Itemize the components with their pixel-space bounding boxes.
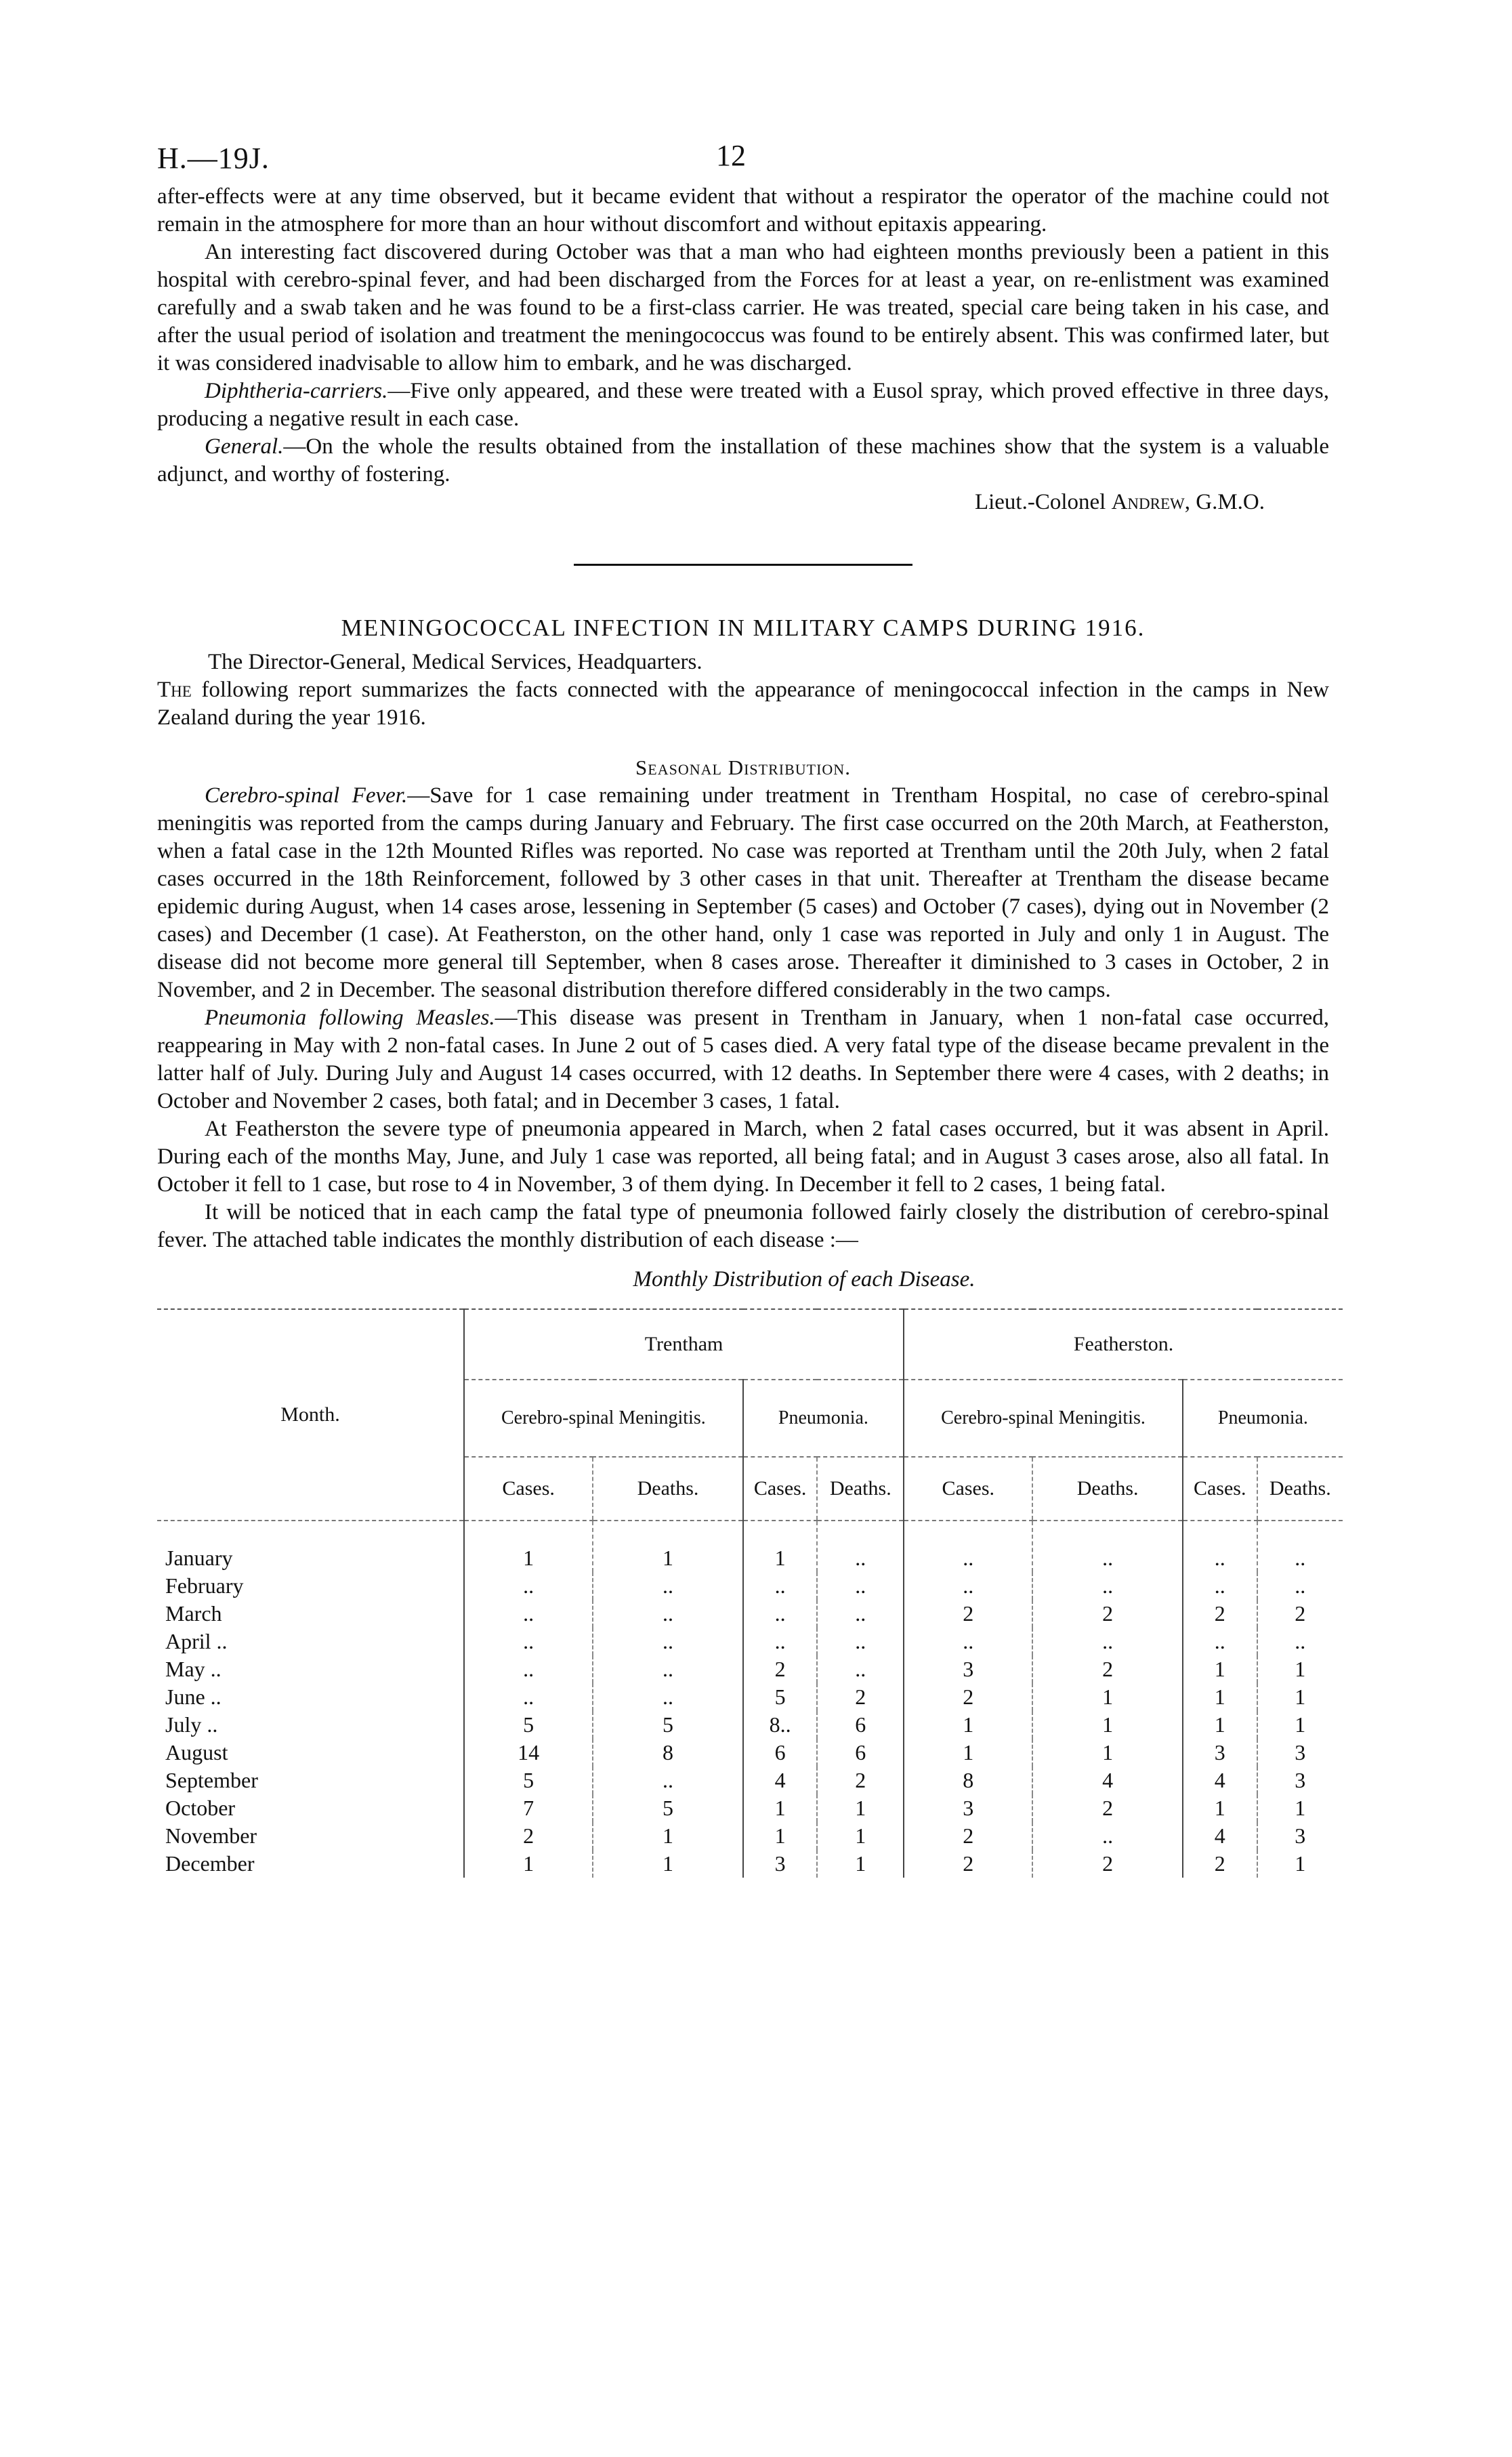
cases-cell: 5 (464, 1767, 593, 1794)
month-cell: December (165, 1851, 255, 1876)
col-header-cases: Cases. (1183, 1457, 1257, 1521)
page-header (157, 122, 1329, 183)
cases-cell: 6 (743, 1739, 818, 1767)
cases-cell: 1 (904, 1739, 1032, 1767)
deaths-cell: 1 (1257, 1850, 1343, 1878)
cases-cell: 1 (1183, 1711, 1257, 1739)
cases-cell: .. (904, 1628, 1032, 1655)
cases-cell: 4 (1183, 1822, 1257, 1850)
diphtheria-paragraph (157, 377, 1329, 433)
cases-cell: 2 (464, 1822, 593, 1850)
cases-cell: .. (743, 1628, 818, 1655)
deaths-cell: .. (1257, 1628, 1343, 1655)
cases-cell: .. (464, 1600, 593, 1628)
table-row (157, 1822, 1343, 1850)
table-body (157, 1521, 1343, 1878)
diphtheria-text: —Five only appeared, and these were treated with a Eusol spray, which proved effective in three days, producing a negative result in each case. (157, 379, 1329, 431)
table-row (157, 1600, 1343, 1628)
cases-cell: 1 (464, 1850, 593, 1878)
deaths-cell: 3 (1257, 1767, 1343, 1794)
table-row (157, 1683, 1343, 1711)
document-reference: H.—19J. (157, 142, 270, 175)
cases-cell: .. (743, 1572, 818, 1600)
col-header-deaths: Deaths. (593, 1457, 742, 1521)
trentham-csf-header: Cerebro-spinal Meningitis. (464, 1380, 743, 1457)
report-title: MENINGOCOCCAL INFECTION IN MILITARY CAMPS DURING 1916. (341, 615, 1146, 641)
cases-cell: .. (1183, 1628, 1257, 1655)
cases-cell: 1 (1183, 1794, 1257, 1822)
month-cell: October (165, 1796, 236, 1820)
cases-cell: 5 (464, 1711, 593, 1739)
cases-cell: 3 (743, 1850, 818, 1878)
table-row (157, 1711, 1343, 1739)
section-heading: Seasonal Distribution. (635, 756, 851, 779)
report-intro (157, 676, 1329, 732)
general-label: General. (205, 434, 284, 459)
deaths-cell: 2 (1032, 1600, 1182, 1628)
deaths-cell: 1 (593, 1850, 742, 1878)
deaths-cell: 1 (1032, 1739, 1182, 1767)
deaths-cell: .. (1032, 1822, 1182, 1850)
month-cell: July .. (165, 1712, 218, 1737)
cases-cell: .. (464, 1655, 593, 1683)
deaths-cell: 2 (817, 1767, 904, 1794)
intro-paragraph-2: An interesting fact discovered during October was that a man who had eighteen months previously been a patient in this hospital with cerebro-spinal fever, and had been discharged from the Forces for at least a year, on re-enlistment was examined carefully and a swab taken and he was found to be a first-class carrier. He was treated, special care being taken in his case, and after the usual period of isolation and treatment the meningococcus was found to be entirely absent. This was confirmed later, but it was considered inadvisable to allow him to embark, and he was discharged. (157, 240, 1329, 375)
signature-rank: Lieut.-Colonel (974, 490, 1106, 514)
cases-cell: .. (1183, 1572, 1257, 1600)
document-page (157, 122, 1329, 1878)
cases-cell: 1 (743, 1822, 818, 1850)
deaths-cell: 5 (593, 1794, 742, 1822)
closing-paragraph: It will be noticed that in each camp the fatal type of pneumonia followed fairly closely the distribution of cerebro-spinal fever. The attached table indicates the monthly distribution of each disease :— (157, 1200, 1329, 1252)
cases-cell: 2 (904, 1683, 1032, 1711)
featherston-pneumonia-header: Pneumonia. (1183, 1380, 1343, 1457)
deaths-cell: 3 (1257, 1739, 1343, 1767)
col-header-cases: Cases. (904, 1457, 1032, 1521)
signature (157, 489, 1329, 516)
deaths-cell: .. (1257, 1521, 1343, 1572)
deaths-cell: .. (817, 1628, 904, 1655)
deaths-cell: 2 (817, 1683, 904, 1711)
col-header-deaths: Deaths. (817, 1457, 904, 1521)
cases-cell: 5 (743, 1683, 818, 1711)
cases-cell: .. (464, 1628, 593, 1655)
report-addressee: The Director-General, Medical Services, Headquarters. (208, 650, 702, 674)
cases-cell: 2 (743, 1655, 818, 1683)
deaths-cell: 1 (1257, 1683, 1343, 1711)
deaths-cell: 6 (817, 1711, 904, 1739)
diphtheria-label: Diphtheria-carriers. (205, 379, 388, 403)
cases-cell: 2 (904, 1600, 1032, 1628)
cases-cell: .. (904, 1572, 1032, 1600)
deaths-cell: 2 (1257, 1600, 1343, 1628)
csf-paragraph (157, 782, 1329, 1004)
deaths-cell: 5 (593, 1711, 742, 1739)
cases-cell: .. (743, 1600, 818, 1628)
deaths-cell: 1 (817, 1822, 904, 1850)
cases-cell: 1 (904, 1711, 1032, 1739)
report-intro-the: The (157, 678, 192, 702)
deaths-cell: .. (593, 1572, 742, 1600)
deaths-cell: .. (593, 1683, 742, 1711)
cases-cell: 2 (904, 1850, 1032, 1878)
deaths-cell: 1 (593, 1521, 742, 1572)
month-cell: June .. (165, 1685, 222, 1709)
deaths-cell: .. (1032, 1521, 1182, 1572)
table-row (157, 1767, 1343, 1794)
deaths-cell: 1 (817, 1850, 904, 1878)
cases-cell: 4 (1183, 1767, 1257, 1794)
monthly-distribution-table (157, 1308, 1343, 1878)
deaths-cell: .. (817, 1600, 904, 1628)
month-cell: January (165, 1546, 233, 1570)
deaths-cell: 2 (1032, 1655, 1182, 1683)
table-row (157, 1850, 1343, 1878)
table-row (157, 1521, 1343, 1572)
deaths-cell: 1 (1032, 1683, 1182, 1711)
general-text: —On the whole the results obtained from the installation of these machines show that the system is a valuable adjunct, and worthy of fostering. (157, 434, 1329, 487)
month-cell: August (165, 1740, 228, 1764)
signature-title: , G.M.O. (1184, 490, 1265, 514)
table-row (157, 1739, 1343, 1767)
cases-cell: 1 (743, 1521, 818, 1572)
csf-text: —Save for 1 case remaining under treatment in Trentham Hospital, no case of cerebro-spinal meningitis was reported from the camps during January and February. The first case occurred on the 20th March, at Featherston, when a fatal case in the 12th Mounted Rifles was reported. No case was reported at Trentham until the 20th July, when 2 fatal cases occurred in the 18th Reinforcement, followed by 3 other cases in that unit. Thereafter at Trentham the disease became epidemic during August, when 14 cases arose, lessening in September (5 cases) and October (7 cases), dying out in November (2 cases) and December (1 case). At Featherston, on the other hand, only 1 case was reported in July and only 1 in August. The disease did not become more general till September, when 8 cases arose. Thereafter it diminished to 3 cases in October, 2 in November, and 2 in December. The seasonal distribution therefore differed considerably in the two camps. (157, 783, 1329, 1002)
deaths-cell: 2 (1032, 1850, 1182, 1878)
cases-cell: .. (464, 1683, 593, 1711)
deaths-cell: .. (817, 1655, 904, 1683)
featherston-paragraph: At Featherston the severe type of pneumonia appeared in March, when 2 fatal cases occurred, but it was absent in April. During each of the months May, June, and July 1 case was reported, all being fatal; and in August 3 cases arose, also all fatal. In October it fell to 1 case, but rose to 4 in November, 3 of them dying. In December it fell to 2 cases, 1 being fatal. (157, 1117, 1329, 1197)
cases-cell: 3 (904, 1794, 1032, 1822)
table-caption: Monthly Distribution of each Disease. (633, 1267, 975, 1292)
featherston-csf-header: Cerebro-spinal Meningitis. (904, 1380, 1183, 1457)
signature-name: Andrew (1111, 490, 1185, 514)
cases-cell: 1 (1183, 1655, 1257, 1683)
month-cell: April .. (165, 1629, 228, 1653)
deaths-cell: 1 (593, 1822, 742, 1850)
table-row (157, 1572, 1343, 1600)
cases-cell: 8 (904, 1767, 1032, 1794)
cases-cell: 4 (743, 1767, 818, 1794)
month-cell: May .. (165, 1657, 222, 1681)
deaths-cell: 1 (817, 1794, 904, 1822)
deaths-cell: .. (1032, 1628, 1182, 1655)
deaths-cell: 1 (1257, 1711, 1343, 1739)
deaths-cell: 6 (817, 1739, 904, 1767)
table-row (157, 1628, 1343, 1655)
deaths-cell: .. (593, 1600, 742, 1628)
col-header-cases: Cases. (464, 1457, 593, 1521)
deaths-cell: 1 (1032, 1711, 1182, 1739)
csf-label: Cerebro-spinal Fever. (205, 783, 408, 808)
cases-cell: 3 (904, 1655, 1032, 1683)
page-number: 12 (716, 139, 746, 172)
deaths-cell: .. (593, 1767, 742, 1794)
deaths-cell: .. (593, 1655, 742, 1683)
camp-header-trentham: Trentham (464, 1309, 904, 1380)
intro-paragraph-1: after-effects were at any time observed, but it became evident that without a respirator the operator of the machine could not remain in the atmosphere for more than an hour without discomfort and without epitaxis appearing. (157, 184, 1329, 236)
cases-cell: 14 (464, 1739, 593, 1767)
col-header-deaths: Deaths. (1257, 1457, 1343, 1521)
month-cell: September (165, 1768, 258, 1792)
report-intro-text: following report summarizes the facts connected with the appearance of meningococcal infection in the camps in New Zealand during the year 1916. (157, 678, 1329, 730)
cases-cell: 1 (464, 1521, 593, 1572)
cases-cell: 7 (464, 1794, 593, 1822)
col-header-cases: Cases. (743, 1457, 818, 1521)
deaths-cell: .. (1257, 1572, 1343, 1600)
deaths-cell: .. (1032, 1572, 1182, 1600)
deaths-cell: .. (817, 1521, 904, 1572)
table-row (157, 1794, 1343, 1822)
cases-cell: 8.. (743, 1711, 818, 1739)
deaths-cell: 3 (1257, 1822, 1343, 1850)
table-row (157, 1655, 1343, 1683)
deaths-cell: .. (593, 1628, 742, 1655)
deaths-cell: .. (817, 1572, 904, 1600)
cases-cell: .. (464, 1572, 593, 1600)
cases-cell: 3 (1183, 1739, 1257, 1767)
cases-cell: 1 (743, 1794, 818, 1822)
col-header-deaths: Deaths. (1032, 1457, 1182, 1521)
cases-cell: .. (904, 1521, 1032, 1572)
month-cell: February (165, 1573, 244, 1598)
cases-cell: 2 (904, 1822, 1032, 1850)
deaths-cell: 4 (1032, 1767, 1182, 1794)
deaths-cell: 1 (1257, 1794, 1343, 1822)
cases-cell: 2 (1183, 1600, 1257, 1628)
month-cell: March (165, 1601, 222, 1626)
camp-header-featherston: Featherston. (904, 1309, 1343, 1380)
pneumonia-text: —This disease was present in Trentham in January, when 1 non-fatal case occurred, reappearing in May with 2 non-fatal cases. In June 2 out of 5 cases died. A very fatal type of the disease became prevalent in the latter half of July. During July and August 14 cases occurred, with 12 deaths. In September there were 4 cases, with 2 deaths; in October and November 2 cases, both fatal; and in December 3 cases, 1 fatal. (157, 1006, 1329, 1113)
cases-cell: .. (1183, 1521, 1257, 1572)
deaths-cell: 2 (1032, 1794, 1182, 1822)
section-divider (574, 564, 912, 566)
month-header: Month. (157, 1309, 464, 1521)
cases-cell: 2 (1183, 1850, 1257, 1878)
trentham-pneumonia-header: Pneumonia. (743, 1380, 904, 1457)
pneumonia-label: Pneumonia following Measles. (205, 1006, 495, 1030)
deaths-cell: 8 (593, 1739, 742, 1767)
pneumonia-paragraph (157, 1004, 1329, 1115)
cases-cell: 1 (1183, 1683, 1257, 1711)
general-paragraph (157, 433, 1329, 489)
month-cell: November (165, 1823, 257, 1848)
deaths-cell: 1 (1257, 1655, 1343, 1683)
